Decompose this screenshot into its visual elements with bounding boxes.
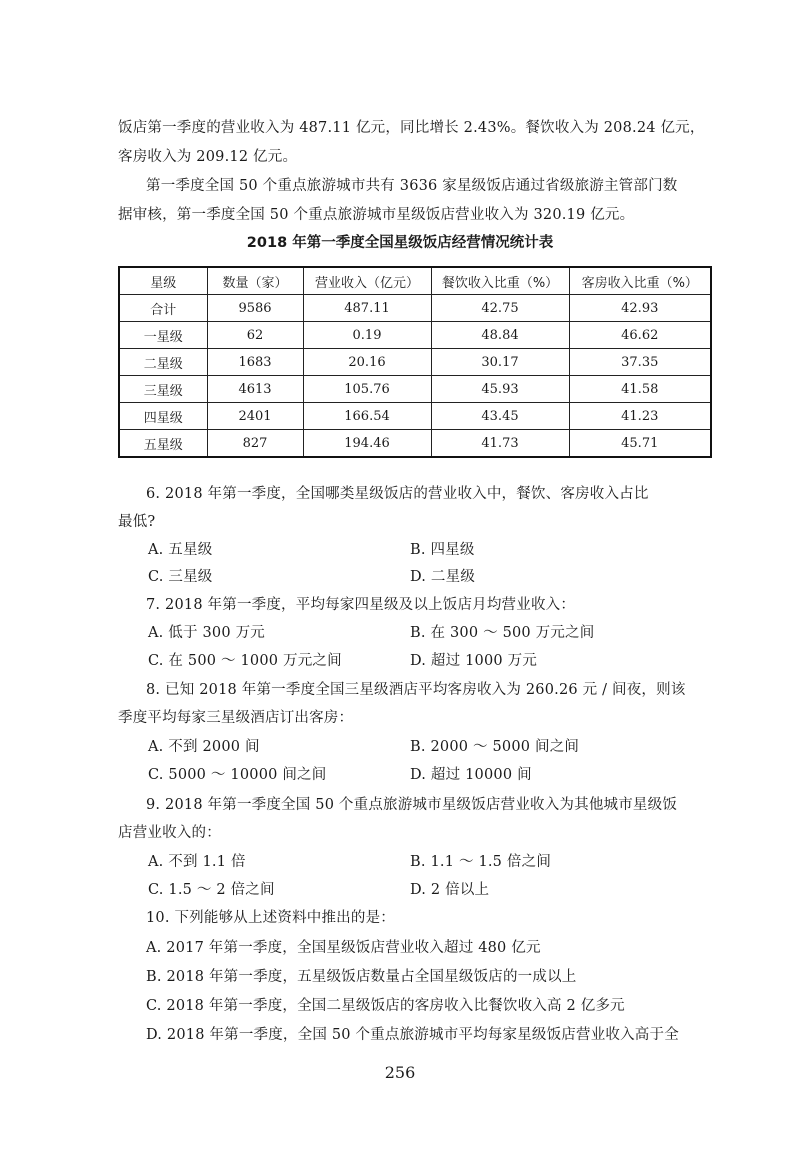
intro-paragraph-2-line-2: 据审核，第一季度全国 50 个重点旅游城市星级饭店营业收入为 320.19 亿元。 bbox=[118, 207, 635, 223]
table-cell: 三星级 bbox=[119, 376, 207, 403]
table-cell: 9586 bbox=[207, 295, 303, 322]
table-cell: 43.45 bbox=[431, 403, 569, 430]
table-row bbox=[119, 430, 711, 458]
table-cell: 827 bbox=[207, 430, 303, 458]
question-7-option-a: A. 低于 300 万元 bbox=[148, 625, 265, 641]
table-cell: 42.75 bbox=[431, 295, 569, 322]
question-8-text: 8. 已知 2018 年第一季度全国三星级酒店平均客房收入为 260.26 元 / 间夜，则该 bbox=[146, 682, 686, 698]
question-9-option-c: C. 1.5 ～ 2 倍之间 bbox=[148, 882, 275, 898]
table-cell: 194.46 bbox=[303, 430, 431, 458]
question-6-option-b: B. 四星级 bbox=[410, 542, 475, 558]
question-6-option-d: D. 二星级 bbox=[410, 569, 476, 585]
table-cell: 105.76 bbox=[303, 376, 431, 403]
question-6-option-c: C. 三星级 bbox=[148, 569, 213, 585]
question-9-text-continued: 店营业收入的： bbox=[118, 825, 221, 841]
table-cell: 62 bbox=[207, 322, 303, 349]
table-header-cell: 数量（家） bbox=[207, 267, 303, 295]
table-header-cell: 客房收入比重（%） bbox=[569, 267, 711, 295]
table-row bbox=[119, 376, 711, 403]
table-cell: 166.54 bbox=[303, 403, 431, 430]
table-cell: 45.71 bbox=[569, 430, 711, 458]
table-cell: 45.93 bbox=[431, 376, 569, 403]
table-row bbox=[119, 403, 711, 430]
question-8-option-d: D. 超过 10000 间 bbox=[410, 767, 532, 783]
question-8-option-c: C. 5000 ～ 10000 间之间 bbox=[148, 767, 327, 783]
table-header-cell: 餐饮收入比重（%） bbox=[431, 267, 569, 295]
table-cell: 41.73 bbox=[431, 430, 569, 458]
hotel-statistics-table bbox=[118, 266, 712, 458]
question-8-text-continued: 季度平均每家三星级酒店订出客房： bbox=[118, 710, 354, 726]
question-10-option-c: C. 2018 年第一季度，全国二星级饭店的客房收入比餐饮收入高 2 亿多元 bbox=[146, 998, 625, 1014]
question-9-option-b: B. 1.1 ～ 1.5 倍之间 bbox=[410, 854, 552, 870]
intro-paragraph-2-line-1: 第一季度全国 50 个重点旅游城市共有 3636 家星级饭店通过省级旅游主管部门数 bbox=[146, 178, 678, 194]
question-10-option-d: D. 2018 年第一季度，全国 50 个重点旅游城市平均每家星级饭店营业收入高于全 bbox=[146, 1027, 679, 1043]
table-cell: 1683 bbox=[207, 349, 303, 376]
table-cell: 42.93 bbox=[569, 295, 711, 322]
table-title: 2018 年第一季度全国星级饭店经营情况统计表 bbox=[246, 235, 554, 251]
question-7-option-d: D. 超过 1000 万元 bbox=[410, 653, 538, 669]
question-7-option-c: C. 在 500 ～ 1000 万元之间 bbox=[148, 653, 342, 669]
page-number: 256 bbox=[384, 1063, 416, 1082]
question-8-option-a: A. 不到 2000 间 bbox=[148, 739, 260, 755]
table-cell: 2401 bbox=[207, 403, 303, 430]
table-cell: 五星级 bbox=[119, 430, 207, 458]
table-cell: 4613 bbox=[207, 376, 303, 403]
question-6-option-a: A. 五星级 bbox=[148, 542, 213, 558]
table-cell: 41.23 bbox=[569, 403, 711, 430]
table-cell: 一星级 bbox=[119, 322, 207, 349]
table-header-cell: 星级 bbox=[119, 267, 207, 295]
table-cell: 48.84 bbox=[431, 322, 569, 349]
question-9-text: 9. 2018 年第一季度全国 50 个重点旅游城市星级饭店营业收入为其他城市星级饭 bbox=[146, 797, 678, 813]
table-cell: 20.16 bbox=[303, 349, 431, 376]
intro-paragraph-1-line-2: 客房收入为 209.12 亿元。 bbox=[118, 149, 298, 165]
question-10-option-b: B. 2018 年第一季度，五星级饭店数量占全国星级饭店的一成以上 bbox=[146, 969, 577, 985]
table-cell: 0.19 bbox=[303, 322, 431, 349]
table-cell: 37.35 bbox=[569, 349, 711, 376]
table-header-cell: 营业收入（亿元） bbox=[303, 267, 431, 295]
intro-paragraph-1-line-1: 饭店第一季度的营业收入为 487.11 亿元，同比增长 2.43%。餐饮收入为 208.24 亿元， bbox=[118, 120, 705, 136]
question-9-option-d: D. 2 倍以上 bbox=[410, 882, 490, 898]
table-row bbox=[119, 349, 711, 376]
question-10-option-a: A. 2017 年第一季度，全国星级饭店营业收入超过 480 亿元 bbox=[146, 940, 541, 956]
table-cell: 41.58 bbox=[569, 376, 711, 403]
table-cell: 四星级 bbox=[119, 403, 207, 430]
question-9-option-a: A. 不到 1.1 倍 bbox=[148, 854, 246, 870]
table-cell: 46.62 bbox=[569, 322, 711, 349]
question-6-text: 6. 2018 年第一季度，全国哪类星级饭店的营业收入中，餐饮、客房收入占比 bbox=[146, 486, 649, 502]
question-6-text-continued: 最低? bbox=[118, 514, 156, 530]
table-row bbox=[119, 295, 711, 322]
question-7-option-b: B. 在 300 ～ 500 万元之间 bbox=[410, 625, 595, 641]
table-cell: 合计 bbox=[119, 295, 207, 322]
table-cell: 30.17 bbox=[431, 349, 569, 376]
table-row bbox=[119, 322, 711, 349]
question-10-text: 10. 下列能够从上述资料中推出的是： bbox=[146, 910, 395, 926]
table-cell: 二星级 bbox=[119, 349, 207, 376]
question-8-option-b: B. 2000 ～ 5000 间之间 bbox=[410, 739, 580, 755]
question-7-text: 7. 2018 年第一季度，平均每家四星级及以上饭店月均营业收入： bbox=[146, 597, 576, 613]
table-cell: 487.11 bbox=[303, 295, 431, 322]
table-header-row bbox=[119, 267, 711, 295]
